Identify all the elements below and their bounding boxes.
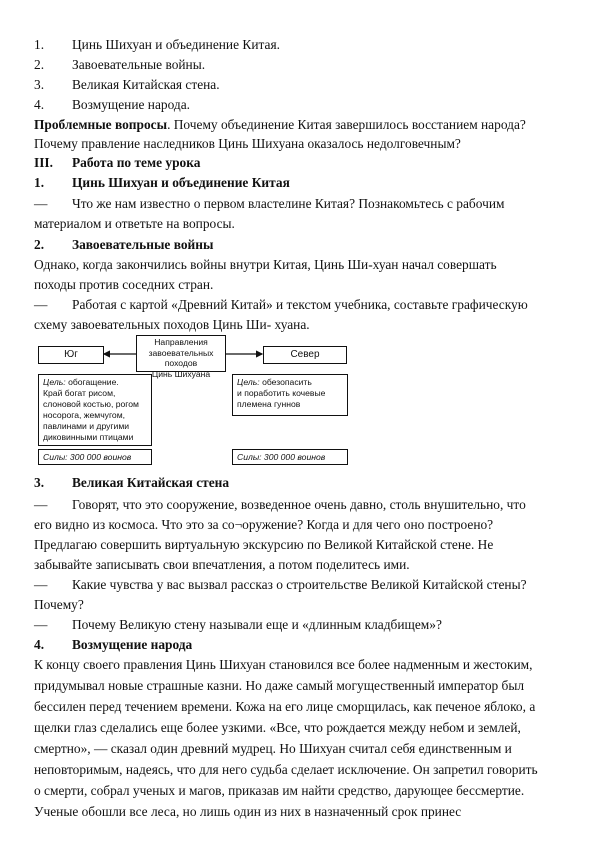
plan-item-4: Возмущение народа.	[72, 97, 190, 112]
south-goal-label: Цель:	[43, 377, 66, 387]
topic4-line-5: смертно», — сказал один древний мудрец. Но Шихуан считал себя единственным и	[34, 741, 512, 756]
problem-label: Проблемные вопросы	[34, 117, 168, 132]
topic3-p3: Почему Великую стену называли еще и «длинным кладбищем»?	[72, 617, 442, 632]
plan-item-1: Цинь Шихуан и объединение Китая.	[72, 37, 280, 52]
north-goal-box	[232, 374, 348, 416]
topic4-title: Возмущение народа	[72, 637, 193, 652]
topic4-line-6: неповторимым, надеясь, что для него судьба сделает исключение. Он запретил говорить	[34, 762, 538, 777]
topic2-line-3: Работая с картой «Древний Китай» и текстом учебника, составьте графическую	[72, 297, 528, 312]
topic1-num: 1.	[34, 175, 45, 190]
topic4-line-3: бессилен перед течением времени. Кожа на его лице сморщилась, как печеное яблоко, а	[34, 699, 536, 714]
topic2-title: Завоевательные войны	[72, 237, 214, 252]
center-box	[136, 335, 226, 379]
topic2-line-2: походы против соседних стран.	[34, 277, 214, 292]
topic3-p1-line-2: его видно из космоса. Что это за со¬оружение? Когда и для чего оно построено?	[34, 517, 494, 532]
south-goal-line-3: слоновой костью, рогом	[43, 399, 139, 409]
south-force: Силы: 300 000 воинов	[43, 452, 132, 462]
north-goal-line-1: Цель: обезопасить	[237, 377, 312, 387]
plan-num-3: 3.	[34, 77, 45, 92]
center-line-1: Направления	[154, 337, 208, 347]
north-goal-line-3: племена гуннов	[237, 399, 301, 409]
south-goal-line-6: диковинными птицами	[43, 432, 134, 442]
south-goal-line-5: павлинами и другими	[43, 421, 130, 431]
topic3-dash-1: —	[34, 497, 48, 512]
center-line-3: Цинь Шихуана	[151, 368, 211, 379]
north-force: Силы: 300 000 воинов	[237, 452, 326, 462]
south-goal-line-4: носорога, жемчугом,	[43, 410, 125, 420]
section-num: III.	[34, 155, 53, 170]
topic4-line-7: о смерти, собрал ученых и магов, приказав им найти средство, дарующее бессмертие.	[34, 783, 525, 798]
topic3-dash-3: —	[34, 617, 48, 632]
south-goal-line-2: Край богат рисом,	[43, 388, 116, 398]
topic1-line-1: Что же нам известно о первом властелине Китая? Познакомьтесь с рабочим	[72, 196, 505, 211]
topic2-line-4: схему завоевательных походов Цинь Ши- хуана.	[34, 317, 310, 332]
plan-num-1: 1.	[34, 37, 45, 52]
topic2-dash: —	[34, 297, 48, 312]
north-box: Север	[263, 346, 347, 364]
topic1-dash: —	[34, 196, 48, 211]
topic3-p2-line-2: Почему?	[34, 597, 84, 612]
topic4-line-2: придумывал новые страшные казни. Но даже самый могущественный император был	[34, 678, 525, 693]
topic3-title: Великая Китайская стена	[72, 475, 230, 490]
plan-num-2: 2.	[34, 57, 45, 72]
north-goal-label: Цель:	[237, 377, 260, 387]
topic4-num: 4.	[34, 637, 45, 652]
topic3-num: 3.	[34, 475, 45, 490]
topic3-p1-line-1: Говорят, что это сооружение, возведенное очень давно, столь внушительно, что	[72, 497, 526, 512]
topic2-line-1: Однако, когда закончились войны внутри Китая, Цинь Ши-хуан начал совершать	[34, 257, 497, 272]
topic3-p1-line-3: Предлагаю совершить виртуальную экскурсию по Великой Китайской стене. Не	[34, 537, 494, 552]
topic2-num: 2.	[34, 237, 45, 252]
north-goal-line-2: и поработить кочевые	[237, 388, 326, 398]
topic3-dash-2: —	[34, 577, 48, 592]
south-goal-line-1: Цель: обогащение.	[43, 377, 119, 387]
south-box: Юг	[38, 346, 104, 364]
problem-text-1: . Почему объединение Китая завершилось восстанием народа?	[167, 117, 526, 132]
south-force-box	[38, 449, 152, 465]
plan-item-2: Завоевательные войны.	[72, 57, 206, 72]
south-goal-box	[38, 374, 152, 446]
topic3-p1-line-4: забывайте записывать свои впечатления, а потом поделитесь ими.	[34, 557, 410, 572]
topic1-title: Цинь Шихуан и объединение Китая	[72, 175, 290, 190]
section-title: Работа по теме урока	[72, 155, 201, 170]
north-force-box	[232, 449, 348, 465]
topic4-line-1: К концу своего правления Цинь Шихуан становился все более надменным и жестоким,	[34, 657, 533, 672]
plan-num-4: 4.	[34, 97, 45, 112]
topic4-line-4: щелки глаз сделались еще более узкими. «Все, что рождается между небом и землей,	[34, 720, 521, 735]
problem-line-2: Почему правление наследников Цинь Шихуана оказалось недолговечным?	[34, 136, 461, 151]
topic4-line-8: Ученые обошли все леса, но лишь один из них в назначенный срок принес	[34, 804, 462, 819]
topic1-line-2: материалом и ответьте на вопросы.	[34, 216, 235, 231]
topic3-p2-line-1: Какие чувства у вас вызвал рассказ о строительстве Великой Китайской стены?	[72, 577, 527, 592]
center-line-2: завоевательных походов	[148, 347, 214, 368]
plan-item-3: Великая Китайская стена.	[72, 77, 220, 92]
